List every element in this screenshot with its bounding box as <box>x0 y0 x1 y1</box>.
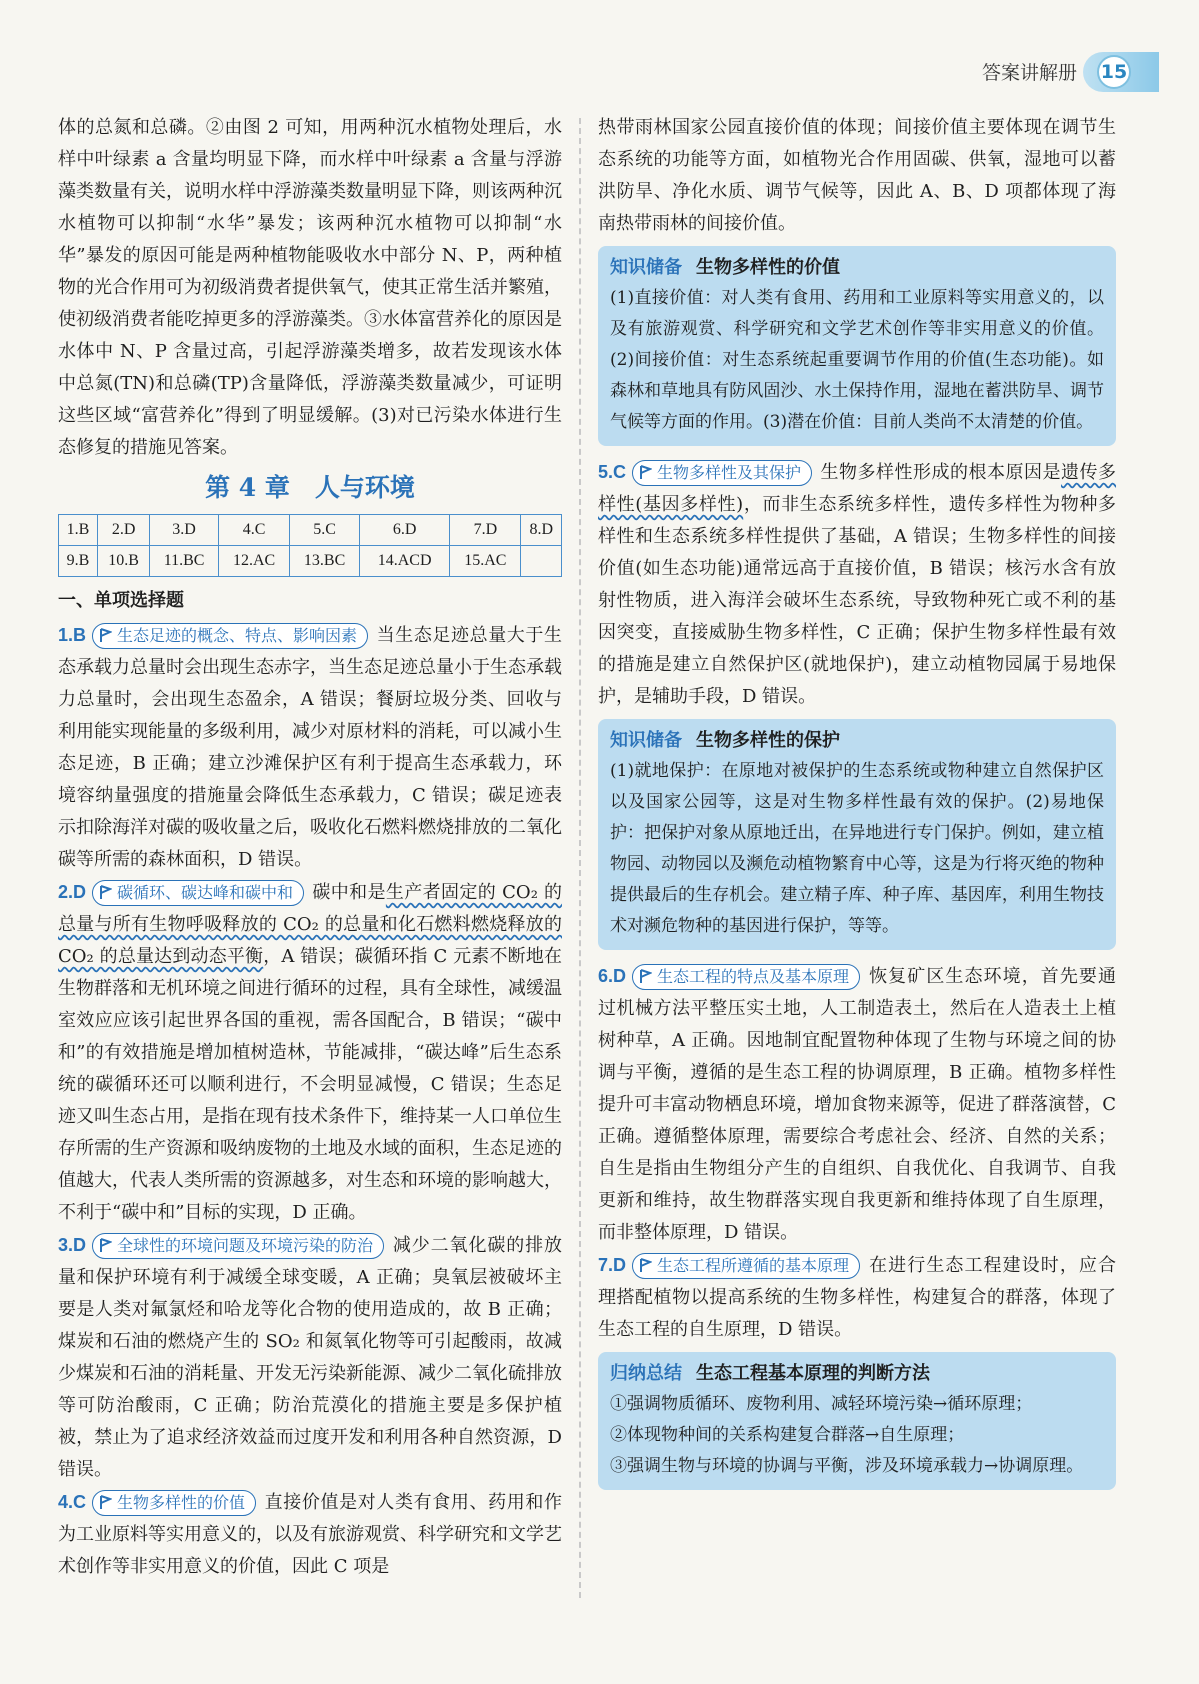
answer-cell: 8.D <box>521 515 562 546</box>
box-title <box>610 725 1104 756</box>
answer-cell: 15.AC <box>450 546 521 577</box>
box-heading: 生物多样性的价值 <box>696 257 840 278</box>
box-label: 归纳总结 <box>610 1363 682 1384</box>
intro-paragraph-right: 热带雨林国家公园直接价值的体现；间接价值主要体现在调节生态系统的功能等方面，如植物光合作用固碳、供氧，湿地可以蓄洪防旱、净化水质、调节气候等，因此 A、B、D 项都体现了海南热带雨林的间接价值。 <box>598 117 1116 234</box>
answer-text-rest: ，A 错误；碳循环指 C 元素不断地在生物群落和无机环境之间进行循环的过程，具有全球性，减缓温室效应应该引起世界各国的重视，需各国配合，B 错误；“碳中和”的有效措施是增加植树造林，节能减排，“碳达峰”后生态系统的碳循环还可以顺利进行，不会明显减慢，C 错误；生态足迹又叫生态占用，是指在现有技术条件下，维持某一人口单位生存所需的生产资源和吸纳废物的土地及水域的面积，生态足迹的值越大，代表人类所需的资源越多，对生态和环境的影响越大，不利于“碳中和”目标的实现，D 正确。 <box>58 946 562 1223</box>
answer-text: 恢复矿区生态环境，首先要通过机械方法平整压实土地，人工制造表土，然后在人造表土上植树种草，A 正确。因地制宜配置物种体现了生物与环境之间的协调与平衡，遵循的是生态工程的协调原理，B 正确。植物多样性提升可丰富动物栖息环境，增加食物来源等，促进了群落演替，C 正确。遵循整体原理，需要综合考虑社会、经济、自然的关系；自生是指由生物组分产生的自组织、自我优化、自我调节、自我更新和维持，故生物群落实现自我更新和维持体现了自生原理，而非整体原理，D 错误。 <box>598 966 1116 1243</box>
answer-cell: 12.AC <box>218 546 289 577</box>
box-list-item: ①强调物质循环、废物利用、减轻环境污染→循环原理； <box>610 1394 1033 1414</box>
flag-icon <box>639 969 652 984</box>
key-phrase-underlined: 遗传多样性(基因多样性) <box>598 462 1117 515</box>
key-phrase-underlined: 生产者固定的 CO₂ 的总量与所有生物呼吸释放的 CO₂ 的总量和化石燃料燃烧释放的 CO₂ 的总量达到动态平衡 <box>58 882 562 967</box>
topic-tag-label: 全球性的环境问题及环境污染的防治 <box>117 1236 374 1255</box>
topic-tag <box>632 964 860 990</box>
answer-cell: 10.B <box>98 546 150 577</box>
question-number: 1.B <box>58 625 87 645</box>
question-number: 4.C <box>58 1492 87 1512</box>
flag-icon <box>99 1495 112 1510</box>
answer-row <box>59 546 562 577</box>
left-column <box>58 112 562 1583</box>
knowledge-box-protection <box>598 719 1116 950</box>
summary-box <box>598 1352 1116 1490</box>
box-title <box>610 1358 1104 1389</box>
answer-q1 <box>58 619 562 876</box>
section-title: 一、单项选择题 <box>58 590 184 611</box>
topic-tag-label: 生态工程所遵循的基本原理 <box>657 1256 850 1275</box>
flag-icon <box>99 628 112 643</box>
answer-q5 <box>598 456 1116 713</box>
page-number: 15 <box>1097 55 1131 89</box>
answer-row <box>59 515 562 546</box>
answer-q6 <box>598 960 1116 1249</box>
box-title <box>610 252 1104 283</box>
answer-cell: 6.D <box>359 515 449 546</box>
answer-text-rest: ，而非生态系统多样性，遗传多样性为物种多样性和生态系统多样性提供了基础，A 错误；生物多样性的间接价值(如生态功能)通常远高于直接价值，B 错误；核污水含有放射性物质，进入海洋会破坏生态系统，导致物种死亡或不利的基因突变，直接威胁生物多样性，C 正确；保护生物多样性最有效的措施是建立自然保护区(就地保护)，建立动植物园属于易地保护，是辅助手段，D 错误。 <box>598 494 1117 707</box>
topic-tag <box>632 460 812 486</box>
answer-cell: 2.D <box>98 515 150 546</box>
topic-tag-label: 生物多样性及其保护 <box>657 463 802 482</box>
answer-text: 直接价值是对人类有食用、药用和作为工业原料等实用意义的，以及有旅游观赏、科学研究和文学艺术创作等非实用意义的价值，因此 C 项是 <box>58 1492 562 1577</box>
column-divider <box>579 118 581 1598</box>
flag-icon <box>639 465 652 480</box>
answer-q2 <box>58 876 562 1229</box>
topic-tag-label: 生物多样性的价值 <box>117 1493 246 1512</box>
knowledge-box-value <box>598 246 1116 446</box>
question-number: 6.D <box>598 966 627 986</box>
answer-q7 <box>598 1249 1116 1346</box>
flag-icon <box>99 885 112 900</box>
answer-q3 <box>58 1229 562 1486</box>
answer-cell: 5.C <box>290 515 360 546</box>
answer-q4 <box>58 1486 562 1583</box>
answer-text: 减少二氧化碳的排放量和保护环境有利于减缓全球变暖，A 正确；臭氧层被破坏主要是人类对氟氯烃和哈龙等化合物的使用造成的，故 B 正确；煤炭和石油的燃烧产生的 SO₂ 和氮氧化物等可引起酸雨，故减少煤炭和石油的消耗量、开发无污染新能源、减少二氧化硫排放等可防治酸雨，C 正确；防治荒漠化的措施主要是多保护植被，禁止为了追求经济效益而过度开发和利用各种自然资源，D 错误。 <box>58 1235 562 1480</box>
book-section-label: 答案讲解册 <box>981 62 1077 84</box>
answer-table <box>58 514 562 577</box>
intro-paragraph-left: 体的总氮和总磷。②由图 2 可知，用两种沉水植物处理后，水样中叶绿素 a 含量均明显下降，而水样中叶绿素 a 含量与浮游藻类数量有关，说明水样中浮游藻类数量明显下降，则该两种沉水植物可以抑制“水华”暴发；该两种沉水植物可以抑制“水华”暴发的原因可能是两种植物能吸收水中部分 N、P，两种植物的光合作用可为初级消费者提供氧气，使其正常生活并繁殖，使初级消费者能吃掉更多的浮游藻类。③水体富营养化的原因是水体中 N、P 含量过高，引起浮游藻类增多，故若发现该水体中总氮(TN)和总磷(TP)含量降低，浮游藻类数量减少，可证明这些区域“富营养化”得到了明显缓解。(3)对已污染水体进行生态修复的措施见答案。 <box>58 117 562 458</box>
topic-tag-label: 碳循环、碳达峰和碳中和 <box>117 883 294 902</box>
answer-cell: 7.D <box>450 515 521 546</box>
flag-icon <box>639 1258 652 1273</box>
topic-tag-label: 生态足迹的概念、特点、影响因素 <box>117 626 358 645</box>
right-column <box>598 112 1116 1500</box>
topic-tag <box>92 1233 384 1259</box>
question-number: 3.D <box>58 1235 87 1255</box>
question-number: 7.D <box>598 1255 627 1275</box>
box-label: 知识储备 <box>610 257 682 278</box>
box-text: (1)直接价值：对人类有食用、药用和工业原料等实用意义的，以及有旅游观赏、科学研究和文学艺术创作等非实用意义的价值。(2)间接价值：对生态系统起重要调节作用的价值(生态功能)。如森林和草地具有防风固沙、水土保持作用，湿地在蓄洪防旱、调节气候等方面的作用。(3)潜在价值：目前人类尚不太清楚的价值。 <box>610 288 1104 432</box>
flag-icon <box>99 1238 112 1253</box>
topic-tag <box>92 1490 256 1516</box>
question-number: 5.C <box>598 462 627 482</box>
topic-tag <box>92 880 304 906</box>
question-number: 2.D <box>58 882 87 902</box>
box-heading: 生态工程基本原理的判断方法 <box>696 1363 930 1384</box>
answer-cell: 9.B <box>59 546 98 577</box>
box-label: 知识储备 <box>610 730 682 751</box>
page-number-badge <box>1083 52 1159 92</box>
answer-text: 当生态足迹总量大于生态承载力总量时会出现生态赤字，当生态足迹总量小于生态承载力总量时，会出现生态盈余，A 错误；餐厨垃圾分类、回收与利用能实现能量的多级利用，减少对原材料的消耗，可以减小生态足迹，B 正确；建立沙滩保护区有利于提高生态承载力，环境容纳量强度的措施量会降低生态承载力，C 错误；碳足迹表示扣除海洋对碳的吸收量之后，吸收化石燃料燃烧排放的二氧化碳等所需的森林面积，D 错误。 <box>58 625 562 870</box>
answer-cell: 4.C <box>218 515 289 546</box>
answer-text: 生物多样性形成的根本原因是 <box>820 462 1062 483</box>
box-text: (1)就地保护：在原地对被保护的生态系统或物种建立自然保护区以及国家公园等，这是对生物多样性最有效的保护。(2)易地保护：把保护对象从原地迁出，在异地进行专门保护。例如，建立植物园、动物园以及濒危动植物繁育中心等，这是为行将灭绝的物种提供最后的生存机会。建立精子库、种子库、基因库，利用生物技术对濒危物种的基因进行保护，等等。 <box>610 761 1104 936</box>
answer-text: 在进行生态工程建设时，应合理搭配植物以提高系统的生物多样性，构建复合的群落，体现了生态工程的自生原理，D 错误。 <box>598 1255 1116 1340</box>
answer-cell: 3.D <box>150 515 219 546</box>
topic-tag-label: 生态工程的特点及基本原理 <box>657 967 850 986</box>
box-heading: 生物多样性的保护 <box>696 730 840 751</box>
answer-cell: 11.BC <box>150 546 219 577</box>
box-list-item: ③强调生物与环境的协调与平衡，涉及环境承载力→协调原理。 <box>610 1456 1084 1476</box>
answer-cell <box>521 546 562 577</box>
topic-tag <box>92 623 368 649</box>
chapter-title: 第 4 章 人与环境 <box>205 473 415 502</box>
answer-text: 碳中和是 <box>312 882 386 903</box>
topic-tag <box>632 1253 860 1279</box>
answer-cell: 13.BC <box>290 546 360 577</box>
answer-cell: 1.B <box>59 515 98 546</box>
answer-cell: 14.ACD <box>359 546 449 577</box>
box-list-item: ②体现物种间的关系构建复合群落→自生原理； <box>610 1425 965 1445</box>
